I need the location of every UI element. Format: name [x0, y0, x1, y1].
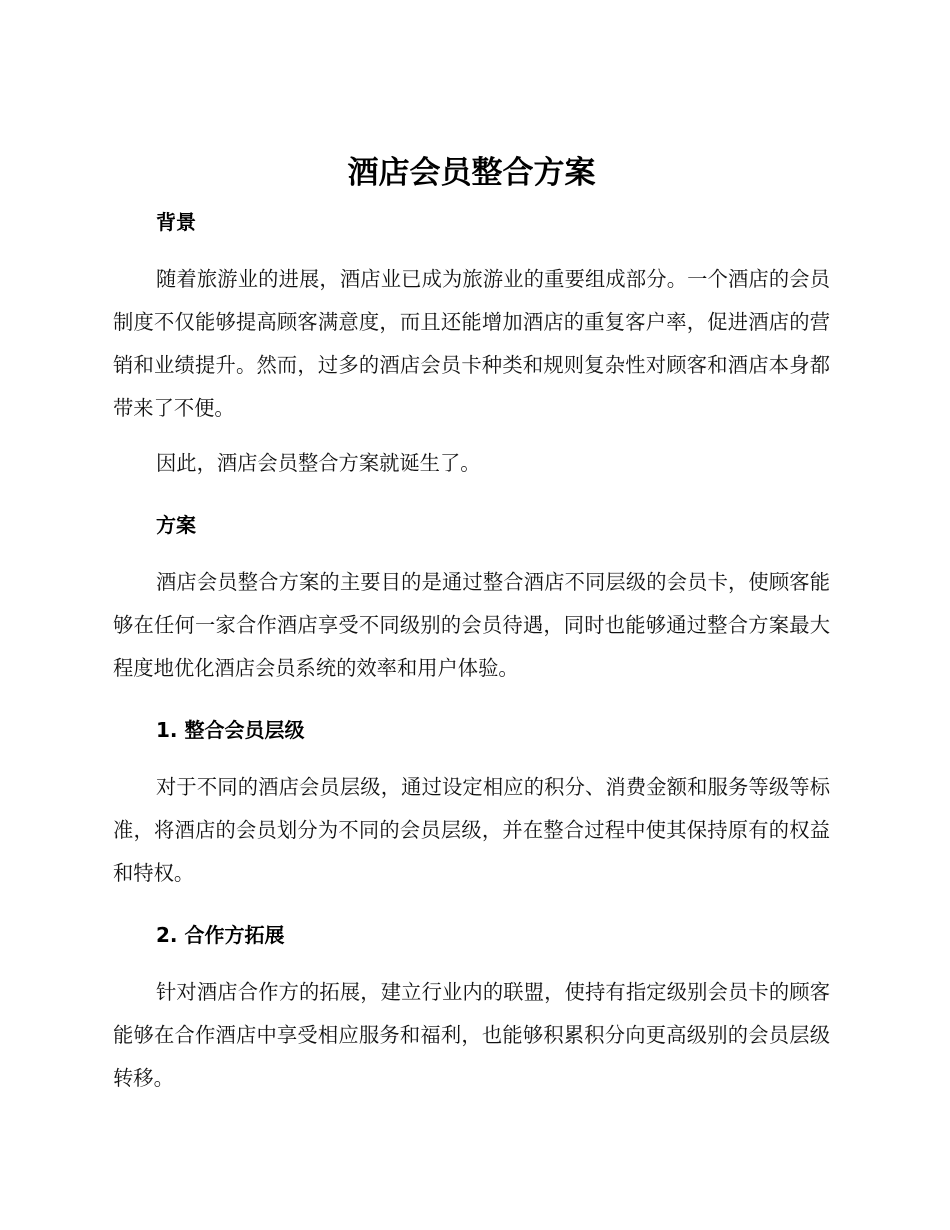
- paragraph-partner-expansion: 针对酒店合作方的拓展，建立行业内的联盟，使持有指定级别会员卡的顾客能够在合作酒店中享受相应服务和福利，也能够积累积分向更高级别的会员层级转移。: [113, 980, 830, 1090]
- paragraph-member-tiers: 对于不同的酒店会员层级，通过设定相应的积分、消费金额和服务等级等标准，将酒店的会员划分为不同的会员层级，并在整合过程中使其保持原有的权益和特权。: [113, 775, 830, 885]
- subsection-heading-member-tiers: 1. 整合会员层级: [156, 718, 305, 742]
- section-heading-plan: 方案: [156, 513, 196, 537]
- paragraph-plan-1: 酒店会员整合方案的主要目的是通过整合酒店不同层级的会员卡，使顾客能够在任何一家合作酒店享受不同级别的会员待遇，同时也能够通过整合方案最大程度地优化酒店会员系统的效率和用户体验。: [113, 570, 830, 680]
- subsection-heading-partner-expansion: 2. 合作方拓展: [156, 923, 285, 947]
- section-heading-background: 背景: [156, 210, 196, 234]
- paragraph-background-1: 随着旅游业的进展，酒店业已成为旅游业的重要组成部分。一个酒店的会员制度不仅能够提高顾客满意度，而且还能增加酒店的重复客户率，促进酒店的营销和业绩提升。然而，过多的酒店会员卡种类和规则复杂性对顾客和酒店本身都带来了不便。: [113, 267, 830, 420]
- document-page: [113, 150, 830, 1100]
- document-title: 酒店会员整合方案: [347, 155, 596, 191]
- paragraph-background-2: 因此，酒店会员整合方案就诞生了。: [156, 451, 481, 475]
